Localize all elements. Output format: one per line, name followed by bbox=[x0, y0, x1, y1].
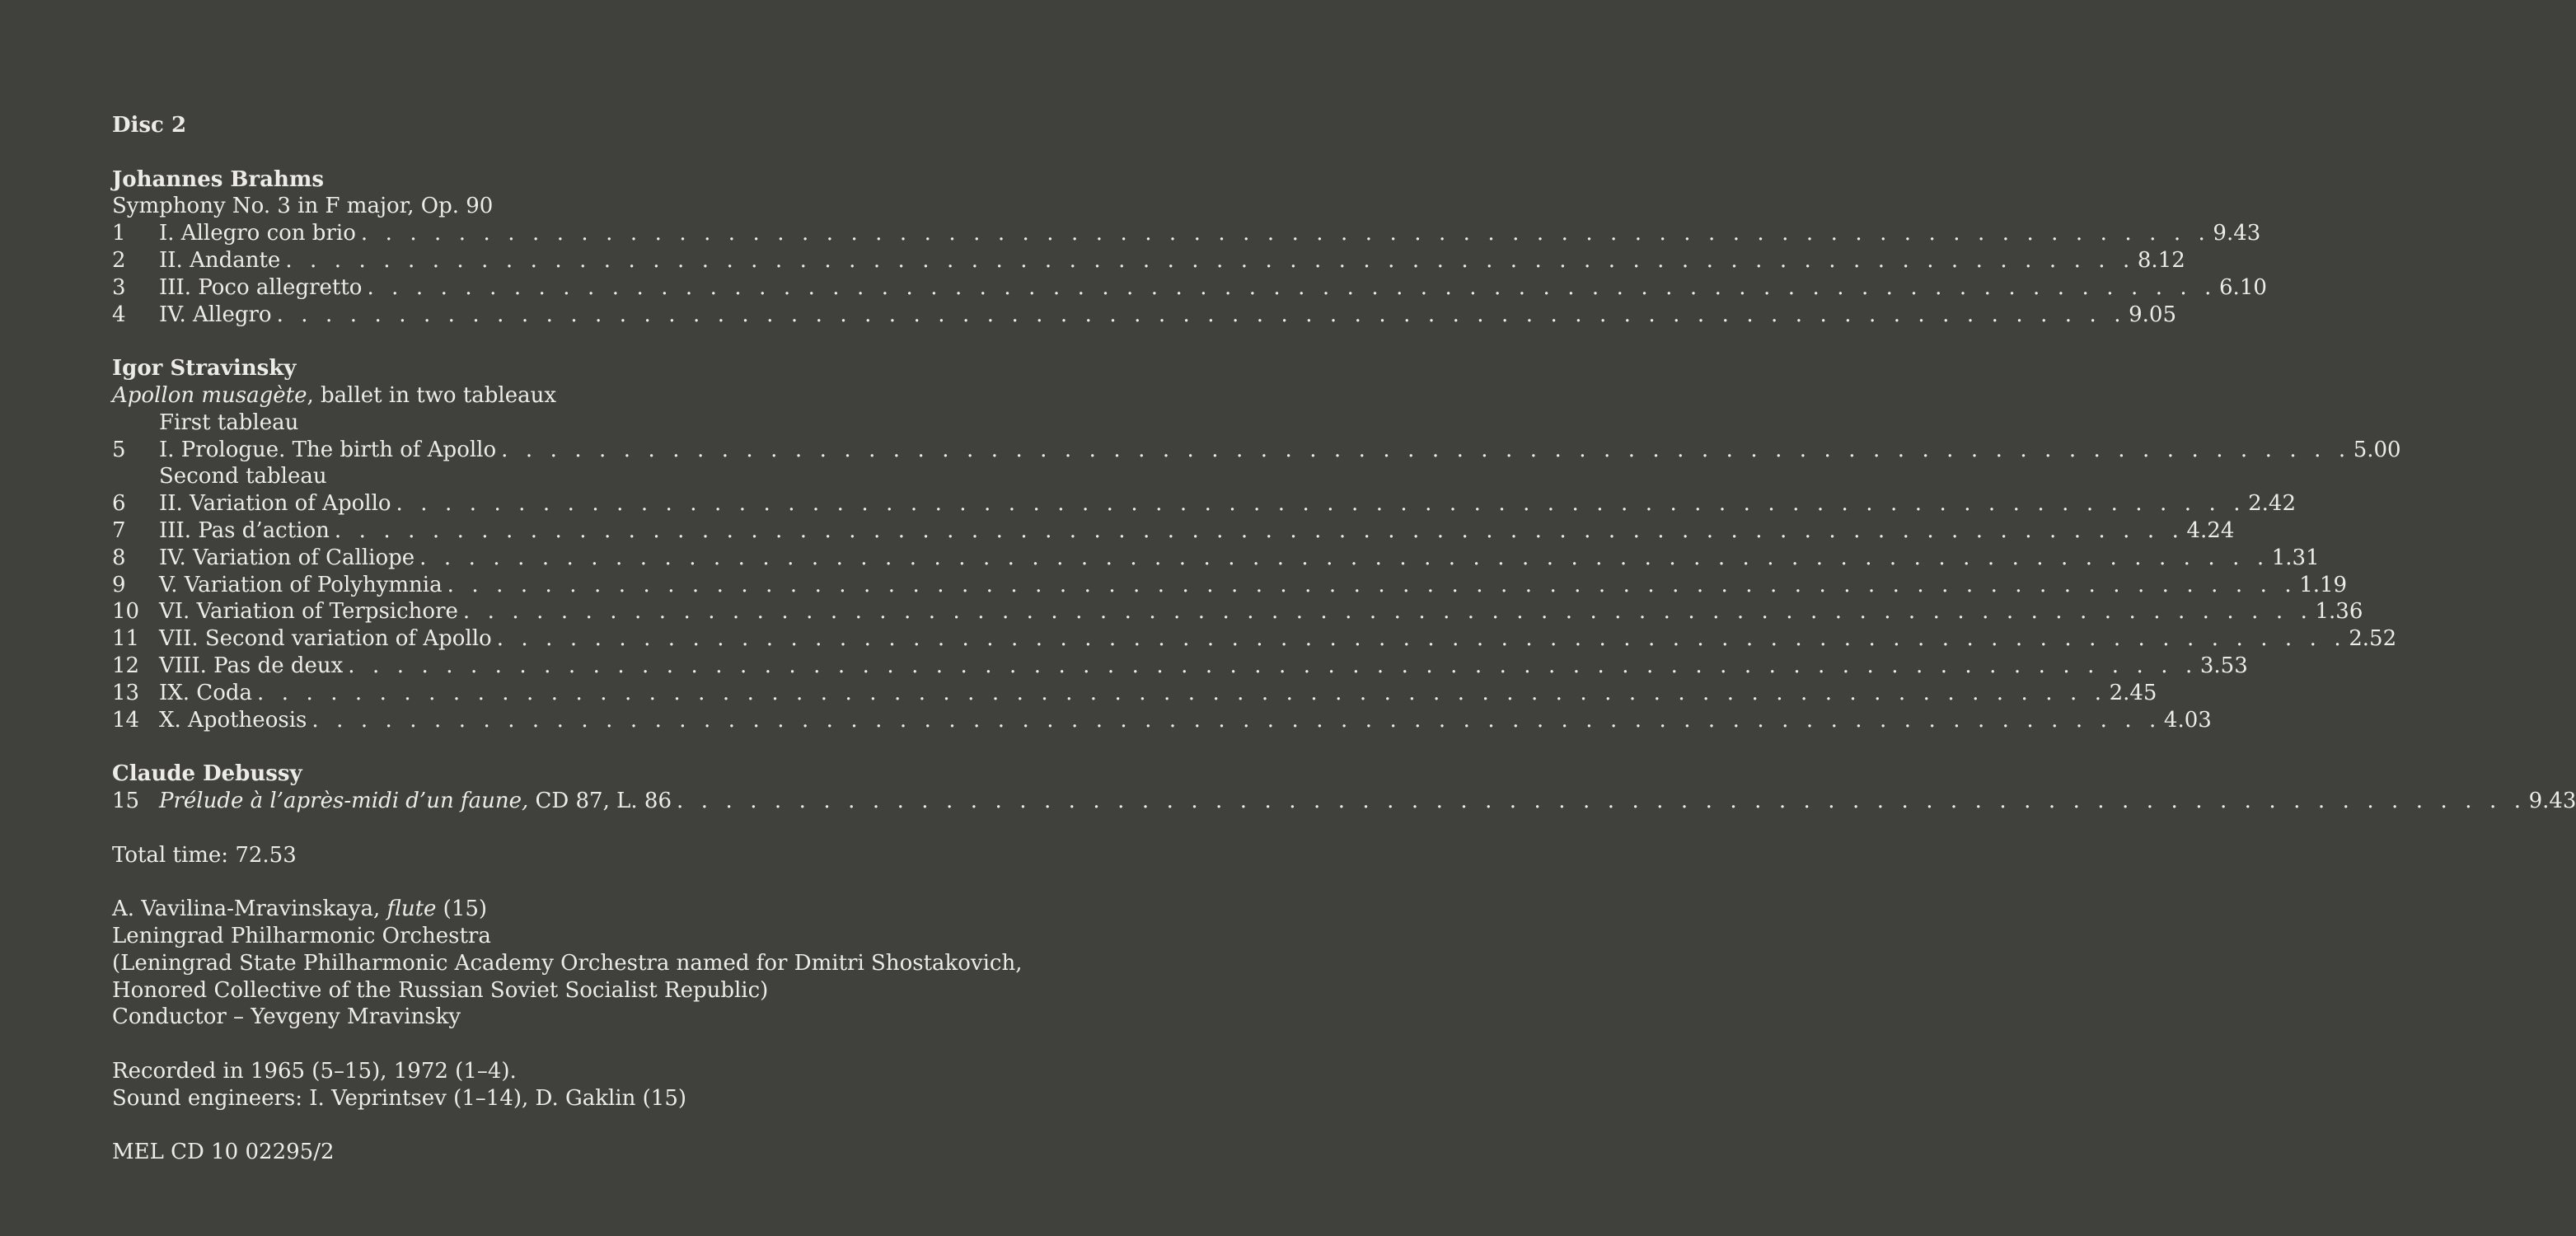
track-row bbox=[112, 680, 2157, 707]
track-duration: 9.43 bbox=[2213, 221, 2261, 246]
dot-leader: . . . . . . . . . . . . . . . . . . . . . . . . . . . . . . . . . . . . . . . . . . . . . . . . . . . . . . . . . . . . . . . . . . . . . . . . . . . . bbox=[257, 680, 2107, 705]
brahms-track-list bbox=[112, 220, 2267, 328]
track-number: 1 bbox=[112, 221, 126, 246]
track-row bbox=[112, 517, 2235, 545]
second-tableau-label: Second tableau bbox=[159, 464, 327, 489]
track-title bbox=[159, 788, 672, 815]
track-title-rest: CD 87, L. 86 bbox=[528, 788, 672, 813]
track-title: I. Prologue. The birth of Apollo bbox=[159, 437, 497, 462]
dot-leader: . . . . . . . . . . . . . . . . . . . . . . . . . . . . . . . . . . . . . . . . . . . . . . . . . . . . . . . . . . . . . . . . . . . . . . . . . . . . bbox=[462, 599, 2313, 625]
track-duration: 1.19 bbox=[2299, 572, 2348, 597]
track-duration: 2.45 bbox=[2109, 680, 2157, 705]
track-row bbox=[112, 625, 2397, 653]
dot-leader: . . . . . . . . . . . . . . . . . . . . . . . . . . . . . . . . . . . . . . . . . . . . . . . . . . . . . . . . . . . . . . . . . . . . . . . . . . . . bbox=[677, 788, 2527, 813]
total-time: Total time: 72.53 bbox=[112, 842, 297, 868]
track-row bbox=[112, 220, 2261, 247]
dot-leader: . . . . . . . . . . . . . . . . . . . . . . . . . . . . . . . . . . . . . . . . . . . . . . . . . . . . . . . . . . . . . . . . . . . . . . . . . . . . bbox=[311, 707, 2161, 733]
track-row bbox=[112, 545, 2320, 572]
track-title: IV. Allegro bbox=[159, 302, 272, 327]
track-title: VIII. Pas de deux bbox=[159, 653, 344, 678]
flute-tracks: (15) bbox=[436, 897, 488, 922]
track-number: 10 bbox=[112, 599, 140, 625]
track-title: IV. Variation of Calliope bbox=[159, 545, 415, 570]
track-number: 7 bbox=[112, 517, 126, 543]
stravinsky-second-tableau-tracks bbox=[112, 490, 2397, 733]
track-row bbox=[112, 274, 2267, 302]
flutist-name: A. Vavilina-Mravinskaya, bbox=[112, 897, 387, 922]
orchestra-full-name-1: (Leningrad State Philharmonic Academy Orchestra named for Dmitri Shostakovich, bbox=[112, 950, 1023, 976]
track-title: III. Pas d’action bbox=[159, 517, 330, 543]
catalog-number: MEL CD 10 02295/2 bbox=[112, 1140, 335, 1165]
track-number: 11 bbox=[112, 626, 140, 652]
track-row bbox=[112, 707, 2212, 734]
track-row bbox=[112, 598, 2363, 625]
flute-word: flute bbox=[386, 897, 437, 922]
track-row bbox=[112, 437, 2401, 464]
dot-leader: . . . . . . . . . . . . . . . . . . . . . . . . . . . . . . . . . . . . . . . . . . . . . . . . . . . . . . . . . . . . . . . . . . . . . . . . . . . . bbox=[496, 626, 2347, 652]
track-number: 14 bbox=[112, 707, 140, 733]
track-number: 3 bbox=[112, 274, 126, 300]
track-row bbox=[112, 302, 2177, 329]
track-number: 5 bbox=[112, 437, 126, 462]
work-stravinsky bbox=[112, 382, 1056, 410]
recording-years: Recorded in 1965 (5–15), 1972 (1–4). bbox=[112, 1058, 517, 1084]
track-title: X. Apotheosis bbox=[159, 707, 307, 733]
track-row bbox=[112, 247, 2185, 274]
track-duration: 2.52 bbox=[2349, 626, 2397, 652]
dot-leader: . . . . . . . . . . . . . . . . . . . . . . . . . . . . . . . . . . . . . . . . . . . . . . . . . . . . . . . . . . . . . . . . . . . . . . . . . . . . bbox=[447, 572, 2297, 597]
track-title-italic: Prélude à l’après-midi d’un faune, bbox=[159, 788, 529, 813]
dot-leader: . . . . . . . . . . . . . . . . . . . . . . . . . . . . . . . . . . . . . . . . . . . . . . . . . . . . . . . . . . . . . . . . . . . . . . . . . . . . bbox=[276, 302, 2127, 327]
track-number: 2 bbox=[112, 247, 126, 273]
dot-leader: . . . . . . . . . . . . . . . . . . . . . . . . . . . . . . . . . . . . . . . . . . . . . . . . . . . . . . . . . . . . . . . . . . . . . . . . . . . . bbox=[396, 491, 2246, 517]
track-row bbox=[112, 653, 2248, 680]
tracklist-page bbox=[112, 112, 2576, 1166]
track-title: V. Variation of Polyhymnia bbox=[159, 572, 443, 597]
track-title: III. Poco allegretto bbox=[159, 274, 363, 300]
track-number: 12 bbox=[112, 653, 140, 678]
track-row bbox=[112, 788, 2576, 815]
track-duration: 4.03 bbox=[2163, 707, 2212, 733]
track-title: I. Allegro con brio bbox=[159, 221, 356, 246]
track-duration: 5.00 bbox=[2353, 437, 2401, 462]
track-duration: 9.43 bbox=[2528, 788, 2576, 813]
track-duration: 6.10 bbox=[2219, 274, 2267, 300]
orchestra-name: Leningrad Philharmonic Orchestra bbox=[112, 923, 491, 948]
dot-leader: . . . . . . . . . . . . . . . . . . . . . . . . . . . . . . . . . . . . . . . . . . . . . . . . . . . . . . . . . . . . . . . . . . . . . . . . . . . . bbox=[348, 653, 2198, 678]
dot-leader: . . . . . . . . . . . . . . . . . . . . . . . . . . . . . . . . . . . . . . . . . . . . . . . . . . . . . . . . . . . . . . . . . . . . . . . . . . . . bbox=[419, 545, 2269, 570]
conductor-credit: Conductor – Yevgeny Mravinsky bbox=[112, 1004, 461, 1030]
work-brahms: Symphony No. 3 in F major, Op. 90 bbox=[112, 194, 494, 219]
flutist-credit bbox=[112, 896, 1056, 923]
track-number: 9 bbox=[112, 572, 126, 597]
composer-brahms: Johannes Brahms bbox=[112, 166, 325, 192]
track-title: VI. Variation of Terpsichore bbox=[159, 599, 458, 625]
sound-engineers: Sound engineers: I. Veprintsev (1–14), D. Gaklin (15) bbox=[112, 1085, 687, 1111]
dot-leader: . . . . . . . . . . . . . . . . . . . . . . . . . . . . . . . . . . . . . . . . . . . . . . . . . . . . . . . . . . . . . . . . . . . . . . . . . . . . bbox=[501, 437, 2351, 462]
track-number: 4 bbox=[112, 302, 126, 327]
disc-label: Disc 2 bbox=[112, 113, 187, 138]
dot-leader: . . . . . . . . . . . . . . . . . . . . . . . . . . . . . . . . . . . . . . . . . . . . . . . . . . . . . . . . . . . . . . . . . . . . . . . . . . . . bbox=[360, 221, 2211, 246]
track-number: 15 bbox=[112, 788, 140, 813]
track-title: II. Variation of Apollo bbox=[159, 491, 391, 517]
track-title: VII. Second variation of Apollo bbox=[159, 626, 492, 652]
track-number: 6 bbox=[112, 491, 126, 517]
track-row bbox=[112, 490, 2296, 517]
track-duration: 2.42 bbox=[2248, 491, 2296, 517]
dot-leader: . . . . . . . . . . . . . . . . . . . . . . . . . . . . . . . . . . . . . . . . . . . . . . . . . . . . . . . . . . . . . . . . . . . . . . . . . . . . bbox=[285, 247, 2135, 273]
first-tableau-label: First tableau bbox=[159, 410, 299, 435]
track-duration: 1.31 bbox=[2271, 545, 2320, 570]
orchestra-full-name-2: Honored Collective of the Russian Soviet Socialist Republic) bbox=[112, 977, 769, 1003]
track-duration: 3.53 bbox=[2199, 653, 2248, 678]
composer-stravinsky: Igor Stravinsky bbox=[112, 356, 297, 382]
track-title: II. Andante bbox=[159, 247, 281, 273]
dot-leader: . . . . . . . . . . . . . . . . . . . . . . . . . . . . . . . . . . . . . . . . . . . . . . . . . . . . . . . . . . . . . . . . . . . . . . . . . . . . bbox=[334, 517, 2185, 543]
composer-debussy: Claude Debussy bbox=[112, 761, 302, 787]
track-duration: 1.36 bbox=[2315, 599, 2363, 625]
track-number: 13 bbox=[112, 680, 140, 705]
work-title-rest: , ballet in two tableaux bbox=[307, 382, 557, 408]
work-title-italic: Apollon musagète bbox=[112, 382, 307, 408]
track-duration: 9.05 bbox=[2129, 302, 2177, 327]
stravinsky-first-tableau-tracks bbox=[112, 437, 2401, 464]
track-duration: 8.12 bbox=[2137, 247, 2185, 273]
track-title: IX. Coda bbox=[159, 680, 253, 705]
track-number: 8 bbox=[112, 545, 126, 570]
track-duration: 4.24 bbox=[2186, 517, 2235, 543]
dot-leader: . . . . . . . . . . . . . . . . . . . . . . . . . . . . . . . . . . . . . . . . . . . . . . . . . . . . . . . . . . . . . . . . . . . . . . . . . . . . bbox=[367, 274, 2218, 300]
track-row bbox=[112, 572, 2348, 599]
